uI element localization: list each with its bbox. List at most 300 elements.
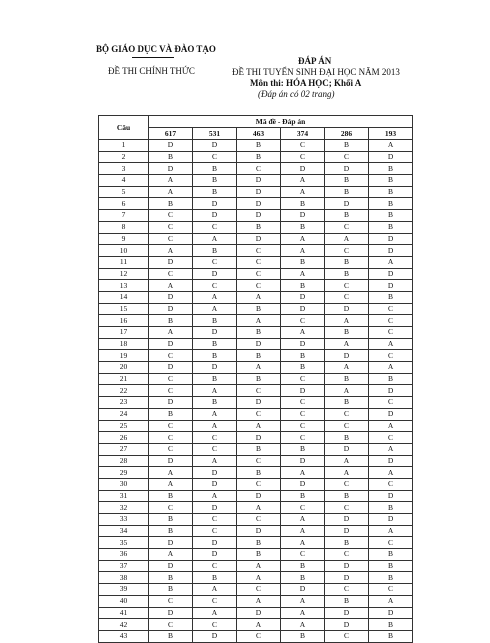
answer-cell: D (281, 291, 325, 303)
question-number: 40 (99, 595, 149, 607)
answer-cell: B (237, 221, 281, 233)
answer-cell: C (237, 514, 281, 526)
answer-cell: B (193, 397, 237, 409)
answer-cell: C (193, 443, 237, 455)
question-number: 18 (99, 338, 149, 350)
question-number: 12 (99, 268, 149, 280)
answer-cell: B (149, 408, 193, 420)
answer-cell: A (281, 514, 325, 526)
answer-cell: C (193, 525, 237, 537)
answer-cell: C (149, 443, 193, 455)
answer-cell: B (325, 432, 369, 444)
question-number: 25 (99, 420, 149, 432)
table-row (99, 525, 413, 537)
answer-cell: D (193, 630, 237, 642)
subject-label: Môn thi: HÓA HỌC; Khối A (250, 78, 362, 88)
answer-cell: C (149, 350, 193, 362)
answer-cell: C (149, 373, 193, 385)
table-row (99, 175, 413, 187)
answer-cell: B (325, 537, 369, 549)
answer-cell: A (369, 525, 413, 537)
question-number: 3 (99, 163, 149, 175)
exam-code-531: 531 (193, 128, 237, 140)
answer-cell: D (149, 607, 193, 619)
answer-cell: A (149, 175, 193, 187)
answer-cell: D (325, 350, 369, 362)
answer-cell: B (325, 268, 369, 280)
question-number: 17 (99, 327, 149, 339)
answer-cell: C (325, 245, 369, 257)
answer-cell: A (281, 537, 325, 549)
answer-cell: C (369, 478, 413, 490)
answer-cell: C (237, 630, 281, 642)
answer-cell: A (281, 525, 325, 537)
table-row (99, 385, 413, 397)
answer-cell: B (325, 186, 369, 198)
answer-cell: A (369, 467, 413, 479)
table-row (99, 280, 413, 292)
answer-cell: D (369, 408, 413, 420)
question-number: 35 (99, 537, 149, 549)
answer-cell: C (149, 210, 193, 222)
answer-cell: C (325, 151, 369, 163)
answer-cell: D (149, 455, 193, 467)
answer-cell: A (325, 315, 369, 327)
question-number: 37 (99, 560, 149, 572)
answer-cell: D (281, 303, 325, 315)
answer-cell: C (369, 350, 413, 362)
answer-cell: C (281, 315, 325, 327)
answer-cell: B (281, 221, 325, 233)
question-number: 15 (99, 303, 149, 315)
answer-cell: B (281, 572, 325, 584)
answer-cell: C (193, 560, 237, 572)
table-row (99, 198, 413, 210)
answer-cell: B (149, 525, 193, 537)
answer-cell: B (193, 175, 237, 187)
answer-cell: D (193, 210, 237, 222)
answer-cell: B (325, 490, 369, 502)
table-row (99, 303, 413, 315)
answer-cell: B (149, 198, 193, 210)
answer-cell: A (281, 186, 325, 198)
answer-cell: D (237, 210, 281, 222)
answer-cell: A (237, 595, 281, 607)
answer-cell: A (325, 455, 369, 467)
answer-cell: D (281, 163, 325, 175)
table-row (99, 549, 413, 561)
question-number: 34 (99, 525, 149, 537)
answer-cell: A (369, 595, 413, 607)
answer-cell: C (149, 502, 193, 514)
table-row (99, 291, 413, 303)
answer-cell: A (325, 385, 369, 397)
answer-cell: D (237, 490, 281, 502)
answer-cell: D (149, 140, 193, 152)
answer-cell: A (193, 584, 237, 596)
answer-cell: D (193, 467, 237, 479)
answer-cell: D (325, 607, 369, 619)
table-row (99, 338, 413, 350)
answer-cell: C (325, 630, 369, 642)
answer-cell: B (237, 373, 281, 385)
answer-cell: D (369, 151, 413, 163)
answer-cell: D (193, 502, 237, 514)
answer-cell: D (369, 245, 413, 257)
answer-cell: D (193, 327, 237, 339)
question-number: 9 (99, 233, 149, 245)
answer-cell: C (149, 385, 193, 397)
answer-cell: C (237, 455, 281, 467)
answer-table-body (99, 140, 413, 643)
answer-cell: C (281, 549, 325, 561)
answer-cell: B (281, 280, 325, 292)
question-number: 29 (99, 467, 149, 479)
answer-cell: D (237, 233, 281, 245)
answer-cell: C (237, 280, 281, 292)
question-number: 14 (99, 291, 149, 303)
answer-cell: D (237, 397, 281, 409)
question-number: 10 (99, 245, 149, 257)
question-number: 31 (99, 490, 149, 502)
table-row (99, 584, 413, 596)
table-row (99, 619, 413, 631)
answer-cell: D (369, 385, 413, 397)
answer-cell: C (193, 256, 237, 268)
question-number: 21 (99, 373, 149, 385)
answer-cell: B (369, 198, 413, 210)
table-row (99, 443, 413, 455)
exam-code-617: 617 (149, 128, 193, 140)
table-row (99, 572, 413, 584)
table-row (99, 315, 413, 327)
answer-cell: C (325, 584, 369, 596)
answer-cell: B (369, 502, 413, 514)
answer-cell: A (193, 303, 237, 315)
table-row (99, 537, 413, 549)
answer-cell: B (281, 362, 325, 374)
answer-table (98, 115, 413, 643)
table-row (99, 607, 413, 619)
question-number: 4 (99, 175, 149, 187)
answer-cell: A (149, 186, 193, 198)
answer-cell: D (149, 397, 193, 409)
table-row (99, 595, 413, 607)
table-row (99, 502, 413, 514)
question-number: 39 (99, 584, 149, 596)
answer-cell: D (149, 560, 193, 572)
answer-cell: A (369, 338, 413, 350)
answer-cell: B (281, 443, 325, 455)
answer-cell: D (193, 549, 237, 561)
answer-cell: C (369, 315, 413, 327)
answer-cell: B (149, 584, 193, 596)
answer-cell: A (237, 291, 281, 303)
answer-cell: B (281, 256, 325, 268)
answer-cell: D (237, 175, 281, 187)
question-number: 13 (99, 280, 149, 292)
answer-cell: A (325, 233, 369, 245)
question-number: 7 (99, 210, 149, 222)
answer-cell: C (281, 420, 325, 432)
table-row (99, 560, 413, 572)
answer-cell: C (237, 584, 281, 596)
question-number: 5 (99, 186, 149, 198)
table-row (99, 373, 413, 385)
answer-cell: B (369, 221, 413, 233)
table-header-row (99, 116, 413, 128)
answer-cell: B (149, 514, 193, 526)
table-row (99, 420, 413, 432)
answer-cell: D (193, 537, 237, 549)
answer-cell: D (325, 163, 369, 175)
answer-cell: C (237, 385, 281, 397)
answer-cell: A (237, 420, 281, 432)
answer-cell: B (369, 630, 413, 642)
answer-cell: B (325, 175, 369, 187)
question-number: 23 (99, 397, 149, 409)
answer-cell: C (149, 595, 193, 607)
answer-cell: A (281, 233, 325, 245)
answer-cell: A (193, 420, 237, 432)
table-row (99, 140, 413, 152)
answer-cell: C (369, 303, 413, 315)
answer-cell: C (369, 327, 413, 339)
answer-cell: D (237, 432, 281, 444)
answer-cell: A (193, 408, 237, 420)
answer-cell: A (149, 467, 193, 479)
question-number: 22 (99, 385, 149, 397)
answer-cell: B (237, 327, 281, 339)
table-row (99, 362, 413, 374)
answer-cell: D (149, 303, 193, 315)
answer-cell: B (193, 572, 237, 584)
table-row (99, 467, 413, 479)
answer-cell: B (369, 210, 413, 222)
answer-cell: B (369, 373, 413, 385)
answer-cell: A (369, 362, 413, 374)
answer-cell: D (149, 163, 193, 175)
question-number: 19 (99, 350, 149, 362)
answer-cell: B (369, 186, 413, 198)
question-number: 30 (99, 478, 149, 490)
answer-cell: B (237, 350, 281, 362)
answer-cell: B (325, 210, 369, 222)
answer-cell: C (281, 408, 325, 420)
answer-cell: A (149, 478, 193, 490)
answer-cell: C (149, 432, 193, 444)
answer-cell: C (193, 595, 237, 607)
answer-cell: C (281, 151, 325, 163)
answer-cell: D (369, 455, 413, 467)
answer-cell: D (237, 186, 281, 198)
table-row (99, 327, 413, 339)
table-row (99, 514, 413, 526)
answer-cell: C (237, 163, 281, 175)
question-number: 27 (99, 443, 149, 455)
answer-cell: B (369, 572, 413, 584)
answer-cell: B (149, 572, 193, 584)
answer-cell: A (237, 572, 281, 584)
answer-cell: B (281, 560, 325, 572)
answer-cell: B (149, 151, 193, 163)
answer-cell: A (325, 338, 369, 350)
answer-cell: B (325, 327, 369, 339)
answer-cell: B (149, 630, 193, 642)
answer-cell: D (281, 210, 325, 222)
question-number: 32 (99, 502, 149, 514)
table-row (99, 490, 413, 502)
answer-cell: C (149, 420, 193, 432)
answer-cell: D (193, 140, 237, 152)
answer-cell: C (149, 221, 193, 233)
answer-cell: C (281, 502, 325, 514)
answer-cell: D (193, 268, 237, 280)
answer-cell: C (281, 432, 325, 444)
answer-cell: A (369, 420, 413, 432)
table-row (99, 245, 413, 257)
answer-cell: C (325, 291, 369, 303)
answer-cell: C (193, 619, 237, 631)
answer-cell: A (193, 233, 237, 245)
official-exam-label: ĐỀ THI CHÍNH THỨC (108, 66, 195, 76)
answer-cell: D (149, 291, 193, 303)
answer-cell: C (193, 514, 237, 526)
table-row (99, 186, 413, 198)
ministry-title: BỘ GIÁO DỤC VÀ ĐÀO TẠO (96, 44, 216, 54)
answer-cell: B (237, 140, 281, 152)
answer-cell: B (193, 315, 237, 327)
answer-cell: D (281, 385, 325, 397)
answer-cell: B (237, 443, 281, 455)
answer-cell: B (237, 467, 281, 479)
table-row (99, 408, 413, 420)
answer-cell: A (237, 560, 281, 572)
table-row (99, 455, 413, 467)
answer-cell: D (325, 303, 369, 315)
answer-cell: A (237, 502, 281, 514)
answer-cell: D (149, 362, 193, 374)
question-number: 42 (99, 619, 149, 631)
answer-cell: D (237, 338, 281, 350)
question-column-header: Câu (99, 116, 149, 140)
answer-cell: A (149, 280, 193, 292)
answer-cell: D (237, 198, 281, 210)
question-number: 33 (99, 514, 149, 526)
answer-cell: D (325, 198, 369, 210)
question-number: 8 (99, 221, 149, 233)
table-row (99, 630, 413, 642)
exam-code-463: 463 (237, 128, 281, 140)
answer-cell: C (237, 408, 281, 420)
answer-cell: C (325, 408, 369, 420)
ministry-underline (132, 57, 174, 58)
answer-cell: A (325, 362, 369, 374)
answer-cell: D (281, 455, 325, 467)
answer-cell: A (281, 268, 325, 280)
pages-note: (Đáp án có 02 trang) (258, 89, 335, 99)
question-number: 43 (99, 630, 149, 642)
table-row (99, 432, 413, 444)
table-row (99, 210, 413, 222)
answer-cell: D (193, 478, 237, 490)
answer-cell: C (281, 373, 325, 385)
table-row (99, 256, 413, 268)
answer-cell: B (369, 163, 413, 175)
answer-cell: C (149, 233, 193, 245)
answer-cell: D (281, 338, 325, 350)
answer-cell: A (193, 455, 237, 467)
answer-cell: D (149, 256, 193, 268)
table-row (99, 350, 413, 362)
answer-cell: A (369, 443, 413, 455)
answer-cell: D (325, 619, 369, 631)
answer-cell: D (325, 572, 369, 584)
answer-cell: A (281, 467, 325, 479)
table-row (99, 163, 413, 175)
answer-cell: B (149, 315, 193, 327)
answer-cell: C (369, 432, 413, 444)
answer-cell: A (193, 490, 237, 502)
answer-cell: D (237, 607, 281, 619)
exam-name: ĐỀ THI TUYỂN SINH ĐẠI HỌC NĂM 2013 (232, 67, 400, 77)
table-row (99, 478, 413, 490)
question-number: 2 (99, 151, 149, 163)
answer-cell: D (149, 338, 193, 350)
question-number: 38 (99, 572, 149, 584)
exam-code-286: 286 (325, 128, 369, 140)
answer-cell: B (193, 338, 237, 350)
answer-cell: A (325, 467, 369, 479)
answer-cell: B (325, 140, 369, 152)
question-number: 1 (99, 140, 149, 152)
answer-cell: A (149, 327, 193, 339)
question-number: 41 (99, 607, 149, 619)
answer-cell: C (237, 268, 281, 280)
answer-cell: D (281, 478, 325, 490)
answer-cell: C (237, 478, 281, 490)
table-row (99, 233, 413, 245)
answer-cell: B (325, 373, 369, 385)
answer-cell: D (369, 233, 413, 245)
question-number: 16 (99, 315, 149, 327)
answer-cell: B (237, 549, 281, 561)
answer-cell: B (193, 373, 237, 385)
answer-cell: D (281, 584, 325, 596)
question-number: 20 (99, 362, 149, 374)
answer-key-title: ĐÁP ÁN (298, 56, 332, 66)
answer-cell: A (281, 245, 325, 257)
answer-cell: A (193, 291, 237, 303)
answer-cell: D (325, 514, 369, 526)
table-row (99, 268, 413, 280)
answer-cell: A (369, 140, 413, 152)
question-number: 36 (99, 549, 149, 561)
answer-cell: A (281, 607, 325, 619)
answer-cell: B (281, 198, 325, 210)
answer-cell: C (325, 221, 369, 233)
codes-column-header: Mã đề - Đáp án (149, 116, 413, 128)
answer-cell: B (193, 186, 237, 198)
answer-cell: A (193, 385, 237, 397)
table-row (99, 151, 413, 163)
answer-cell: A (149, 549, 193, 561)
answer-cell: A (281, 327, 325, 339)
question-number: 26 (99, 432, 149, 444)
answer-cell: D (325, 525, 369, 537)
answer-cell: B (325, 397, 369, 409)
answer-cell: A (281, 595, 325, 607)
